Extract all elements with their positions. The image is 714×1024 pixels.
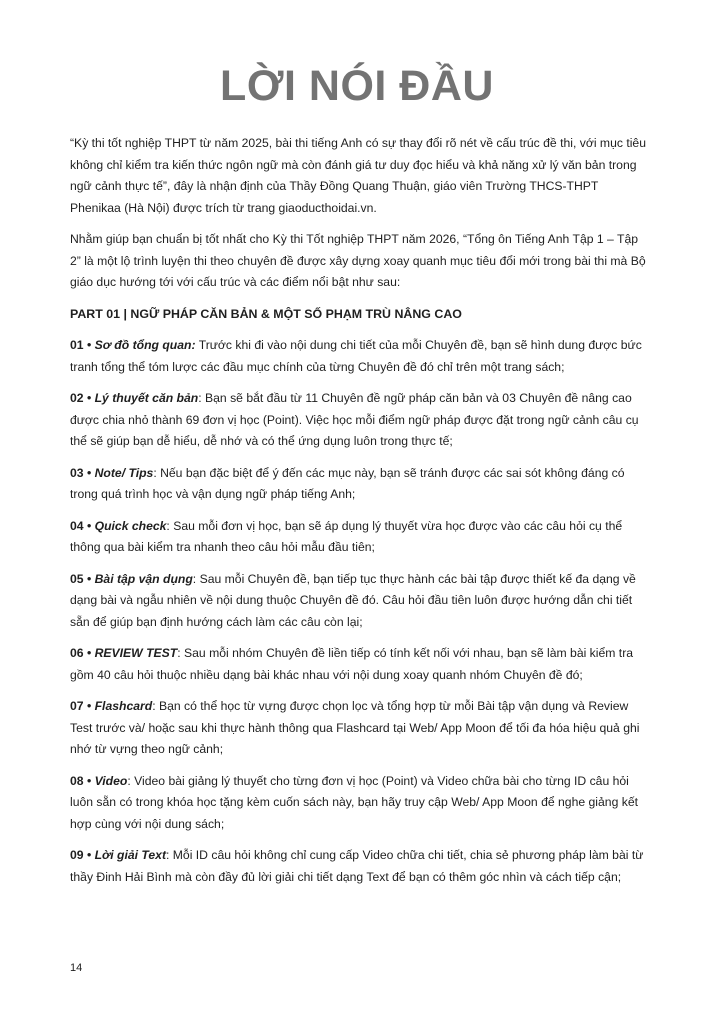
item-number: 09 •: [70, 848, 92, 862]
item-text: : Nếu bạn đặc biệt để ý đến các mục này, bạn sẽ tránh được các sai sót không đáng có trong quá trình học và vận dụng ngữ pháp tiếng Anh;: [70, 465, 625, 501]
item-label: Sơ đồ tổng quan:: [94, 338, 196, 352]
feature-item: [70, 463, 650, 506]
item-label: Quick check: [94, 518, 167, 533]
item-text: : Sau mỗi Chuyên đề, bạn tiếp tục thực hành các bài tập được thiết kế đa dạng về dạng bài và ngẫu nhiên về nội dung thuộc Chuyên đề đó. Câu hỏi đầu tiên luôn được hướng dẫn chi tiết sẵn để giúp bạn định hướng cách làm các câu còn lại;: [70, 571, 636, 629]
item-text: Trước khi đi vào nội dung chi tiết của mỗi Chuyên đề, bạn sẽ hình dung được bức tranh tổng thể tóm lược các đầu mục chính của từng Chuyên đề đó chỉ trên một trang sách;: [70, 338, 642, 374]
intro-paragraph: Nhằm giúp bạn chuẩn bị tốt nhất cho Kỳ thi Tốt nghiệp THPT năm 2026, “Tổng ôn Tiếng Anh Tập 1 – Tập 2” là một lộ trình luyện thi theo chuyên đề được xây dựng xoay quanh mục tiêu đổi mới trong bài thi mà Bộ giáo dục hướng tới với cấu trúc và các điểm nổi bật như sau:: [70, 232, 646, 289]
item-text: : Bạn có thể học từ vựng được chọn lọc và tổng hợp từ mỗi Bài tập vận dụng và Review Test trước và/ hoặc sau khi thực hành thông qua Flashcard tại Web/ App Moon để tối đa hóa hiệu quả ghi nhớ từ vựng theo ngữ cảnh;: [70, 699, 640, 756]
page-title: LỜI NÓI ĐẦU: [220, 62, 494, 110]
item-label: Note/ Tips: [94, 465, 154, 480]
item-label: Bài tập vận dụng: [94, 571, 193, 586]
item-number: 03 •: [70, 465, 92, 480]
item-number: 06 •: [70, 646, 92, 660]
item-text: : Bạn sẽ bắt đầu từ 11 Chuyên đề ngữ pháp căn bản và 03 Chuyên đề nâng cao được chia nhỏ thành 69 đơn vị học (Point). Việc học mỗi điểm ngữ pháp được đặt trong ngữ cảnh câu cụ thể sẽ giúp bạn dễ hiểu, dễ nhớ và có thể ứng dụng luôn trong thực tế;: [70, 391, 639, 448]
item-number: 07 •: [70, 699, 92, 713]
item-label: Lý thuyết căn bản: [94, 391, 199, 405]
feature-item: [70, 771, 650, 836]
item-number: 05 •: [70, 571, 92, 586]
item-text: : Mỗi ID câu hỏi không chỉ cung cấp Video chữa chi tiết, chia sẻ phương pháp làm bài từ thầy Đinh Hải Bình mà còn đầy đủ lời giải chi tiết dạng Text để bạn có thêm góc nhìn và cách tiếp cận;: [70, 848, 644, 884]
feature-item: [70, 335, 650, 378]
item-label: REVIEW TEST: [94, 646, 178, 660]
feature-item: [70, 388, 650, 453]
item-number: 04 •: [70, 518, 92, 533]
feature-item: [70, 516, 650, 559]
item-label: Flashcard: [94, 699, 153, 713]
item-label: Lời giải Text: [94, 848, 166, 862]
item-label: Video: [94, 773, 128, 788]
item-number: 02 •: [70, 391, 92, 405]
feature-item: [70, 845, 650, 888]
item-number: 01 •: [70, 338, 92, 352]
feature-item: [70, 569, 650, 634]
item-number: 08 •: [70, 773, 92, 788]
part-heading: PART 01 | NGỮ PHÁP CĂN BẢN & MỘT SỐ PHẠM TRÙ NÂNG CAO: [70, 306, 462, 321]
feature-item: [70, 643, 650, 686]
preface-body: [70, 133, 650, 898]
intro-paragraph: “Kỳ thi tốt nghiệp THPT từ năm 2025, bài thi tiếng Anh có sự thay đổi rõ nét về cấu trúc đề thi, với mục tiêu không chỉ kiểm tra kiến thức ngôn ngữ mà còn đánh giá tư duy đọc hiểu và khả năng xử lý văn bản trong ngữ cảnh thực tế”, đây là nhận định của Thầy Đồng Quang Thuận, giáo viên Trường THCS-THPT Phenikaa (Hà Nội) được trích từ trang giaoducthoidai.vn.: [70, 136, 646, 215]
item-text: : Video bài giảng lý thuyết cho từng đơn vị học (Point) và Video chữa bài cho từng ID câu hỏi luôn sẵn có trong khóa học tặng kèm cuốn sách này, bạn hãy truy cập Web/ App Moon để nghe giảng kết hợp cùng với nội dung sách;: [70, 773, 638, 831]
item-text: : Sau mỗi đơn vị học, bạn sẽ áp dụng lý thuyết vừa học được vào các câu hỏi cụ thể thông qua bài kiểm tra nhanh theo câu hỏi mẫu đầu tiên;: [70, 518, 623, 554]
item-text: : Sau mỗi nhóm Chuyên đề liền tiếp có tính kết nối với nhau, bạn sẽ làm bài kiểm tra gồm 40 câu hỏi thuộc nhiều dạng bài khác nhau với nội dung xoay quanh nhóm Chuyên đề đó;: [70, 646, 634, 682]
page-number: 14: [70, 962, 83, 974]
feature-item: [70, 696, 650, 761]
